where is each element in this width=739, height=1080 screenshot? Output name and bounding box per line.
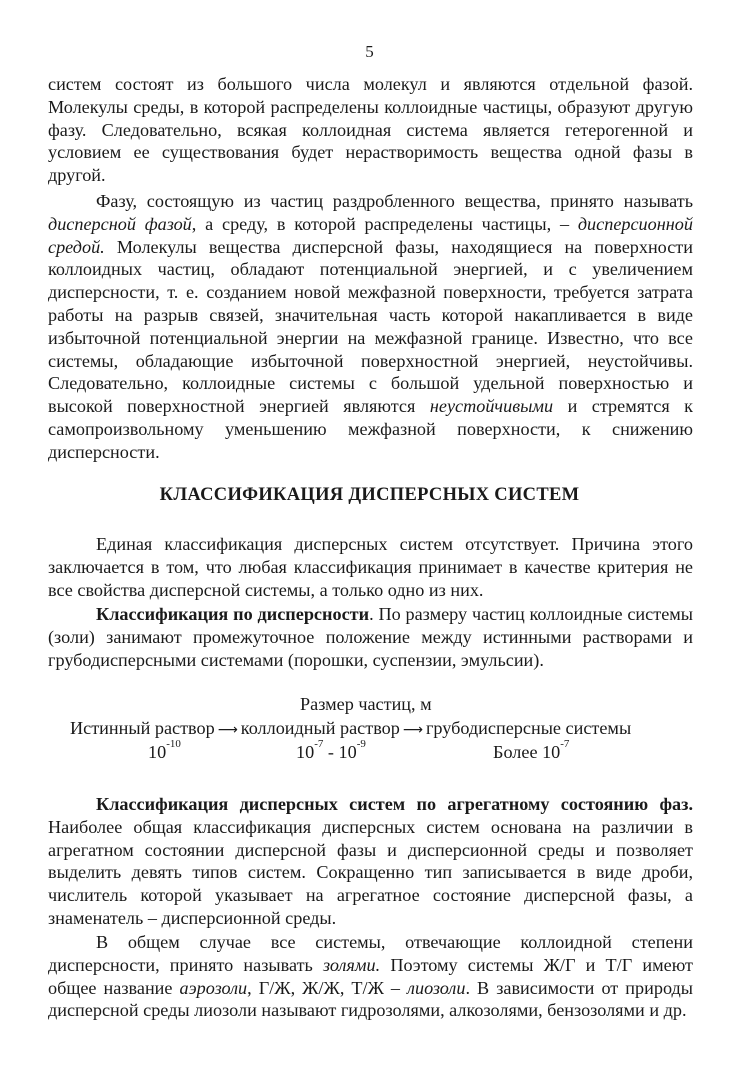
paragraph-text: , Г/Ж, Ж/Ж, Т/Ж – — [247, 977, 408, 998]
size-base: 10 — [148, 742, 167, 762]
term-dispersion-medium: дисперсионной средой. — [48, 213, 693, 257]
paragraph-text: В общем случае все системы, отвечающие коллоидной степени дисперсности, принято называть — [48, 932, 693, 975]
colloid-solution-label: коллоидный раствор — [240, 718, 400, 738]
term-aerosols: аэрозоли — [179, 977, 248, 998]
paragraph-text: Поэтому системы Ж/Г и Т/Г имеют общее название — [48, 954, 693, 998]
size-base: Более 10 — [493, 742, 561, 762]
paragraph-dispersity-classification — [48, 603, 693, 671]
subheading-aggregate-state: Классификация дисперсных систем по агрегатному состоянию фаз. — [96, 794, 693, 814]
term-unstable: неустойчивыми — [429, 396, 554, 417]
arrow-right-icon: ⟶ — [217, 722, 238, 738]
coarse-systems-size — [493, 738, 570, 763]
size-base: 10 — [296, 742, 315, 762]
term-dispersed-phase: дисперсной фазой — [48, 213, 192, 234]
size-exponent: -9 — [356, 738, 366, 750]
size-exponent: -7 — [314, 738, 324, 750]
true-solution-label: Истинный раствор — [70, 718, 215, 738]
particle-size-label: Размер частиц, м — [300, 694, 432, 714]
paragraph-text: , а среду, в которой распределены частицы, – — [191, 213, 578, 234]
term-liosols: лиозоли — [407, 977, 466, 998]
paragraph-text: . В зависимости от природы дисперсной среды лиозоли называют гидрозолями, алкозолями, бензозолями и др. — [48, 977, 693, 1021]
size-exponent: -7 — [560, 738, 570, 750]
paragraph-text: . По размеру частиц коллоидные системы (золи) занимают промежуточное положение между истинными растворами и грубодисперсными системами (порошки, суспензии, эмульсии). — [48, 604, 693, 670]
dispersity-scale — [70, 718, 631, 739]
size-separator: - 10 — [327, 742, 357, 762]
paragraph-text: Единая классификация дисперсных систем отсутствует. Причина этого заключается в том, что любая классификация принимает в качестве критерия не все свойства дисперсной системы, а только одно из них. — [48, 534, 693, 600]
paragraph-text: Фазу, состоящую из частиц раздробленного вещества, принято называть — [96, 191, 693, 211]
page-number: 5 — [365, 42, 374, 61]
paragraph-continuation — [48, 73, 693, 187]
size-exponent: -10 — [166, 738, 181, 750]
coarse-systems-label: грубодисперсные системы — [425, 718, 632, 738]
term-sols: золями. — [323, 954, 381, 975]
subheading-dispersity: Классификация по дисперсности — [96, 604, 370, 624]
paragraph-phases — [48, 190, 693, 464]
paragraph-text: Молекулы вещества дисперсной фазы, находящиеся на поверхности коллоидных частиц, обладают потенциальной энергией, и с увеличением дисперсности, т. е. созданием новой межфазной поверхности, требуется затрата работы на разрыв связей, значительная часть которой накапливается в виде избыточной потенциальной энергии на межфазной границе. Известно, что все системы, обладающие избыточной поверхностной энергией, неустойчивы. Следовательно, коллоидные системы с большой удельной поверхностью и высокой поверхностной энергией являются — [48, 236, 693, 417]
paragraph-sols — [48, 931, 693, 1022]
paragraph-text: систем состоят из большого числа молекул и являются отдельной фазой. Молекулы среды, в которой распределены коллоидные частицы, образуют другую фазу. Следовательно, всякая коллоидная система является гетерогенной и условием ее существования будет нерастворимость вещества одной фазы в другой. — [48, 74, 693, 186]
paragraph-aggregate-classification — [48, 793, 693, 930]
colloid-solution-size — [296, 738, 366, 763]
arrow-right-icon: ⟶ — [402, 722, 423, 738]
paragraph-classification-intro — [48, 533, 693, 601]
paragraph-text: и стремятся к самопроизвольному уменьшению межфазной поверхности, к снижению дисперсности. — [48, 396, 693, 462]
paragraph-text: Наиболее общая классификация дисперсных систем основана на различии в агрегатном состоянии дисперсной фазы и дисперсионной среды и позволяет выделить девять типов систем. Сокращенно тип записывается в виде дроби, числитель которой указывает на агрегатное состояние дисперсной фазы, а знаменатель – дисперсионной среды. — [48, 816, 693, 928]
true-solution-size — [148, 738, 181, 763]
section-heading: КЛАССИФИКАЦИЯ ДИСПЕРСНЫХ СИСТЕМ — [159, 485, 580, 505]
